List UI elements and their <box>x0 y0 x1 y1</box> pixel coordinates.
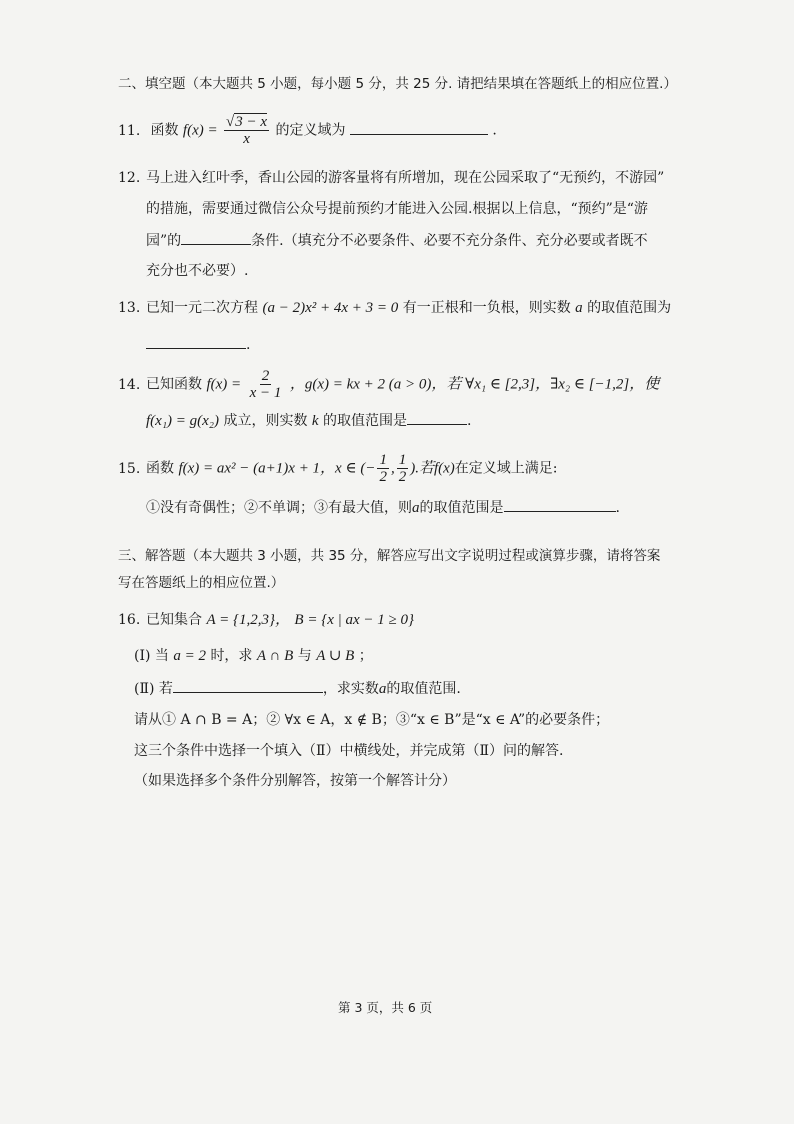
answer-blank[interactable] <box>407 410 467 425</box>
q15-comma: , <box>390 460 395 477</box>
q16-part-1 <box>134 646 373 666</box>
q11-denominator: x <box>243 131 250 147</box>
q12-text: 马上进入红叶季，香山公园的游客量将有所增加，现在公园采取了“无预约，不游园” <box>146 170 665 186</box>
question-number: 15. <box>118 460 141 477</box>
q15-text: 的取值范围是 <box>419 500 504 516</box>
q15-end: . <box>615 500 620 516</box>
q11-function: f(x) = <box>182 122 218 139</box>
question-number: 11. <box>118 122 141 139</box>
q11-suffix: 的定义域为 <box>275 122 346 139</box>
q14-text: 的取值范围是 <box>323 413 408 429</box>
q14-text: 已知函数 <box>146 376 202 393</box>
q13-equation: (a − 2)x² + 4x + 3 = 0 <box>262 300 399 316</box>
q14-end: . <box>467 413 472 429</box>
section-2-heading: 二、填空题（本大题共 5 小题，每小题 5 分，共 25 分. 请把结果填在答题纸上的相应位置.） <box>118 76 677 92</box>
q16-variable: a <box>378 681 387 697</box>
q15-function: f(x) = ax² − (a+1)x + 1，x ∈ (− <box>178 460 376 477</box>
question-12-line-4: 充分也不必要）. <box>146 263 249 279</box>
q14-variable: k <box>311 413 319 429</box>
question-15-line-1 <box>118 452 558 485</box>
question-11 <box>118 114 497 147</box>
section-3-heading: 三、解答题（本大题共 3 小题，共 35 分，解答应写出文字说明过程或演算步骤，请将答案 <box>118 548 661 564</box>
question-12-line-3 <box>146 230 648 251</box>
q14-function: f(x) = <box>206 376 242 393</box>
fraction-numerator: 1 <box>398 452 407 468</box>
q11-prefix: 函数 <box>150 122 179 139</box>
q16-text: 的取值范围. <box>386 681 461 697</box>
q16-text: 时，求 <box>210 648 253 664</box>
section-3-heading-line-2: 写在答题纸上的相应位置.） <box>118 575 285 591</box>
sqrt-sign: √ <box>226 114 235 130</box>
question-16 <box>118 610 414 630</box>
q12-text: 条件.（填充分不必要条件、必要不充分条件、充分必要或者既不 <box>251 233 648 249</box>
q16-text: ，求实数 <box>322 681 379 697</box>
q14-equation: f(x₁) = g(x₂) <box>146 413 220 429</box>
question-number: 13. <box>118 300 141 316</box>
question-13-answer-line <box>146 334 250 355</box>
q15-fx: f(x) <box>433 460 455 477</box>
q16-math: A ∪ B <box>316 648 355 664</box>
fraction-numerator: 1 <box>379 452 387 468</box>
q14-text: 成立，则实数 <box>223 413 308 429</box>
q11-numerator: 3 − x <box>235 114 268 130</box>
answer-blank[interactable] <box>181 230 251 245</box>
q14-fraction <box>248 368 284 401</box>
q15-fraction-left <box>377 452 389 485</box>
answer-blank[interactable] <box>350 120 488 135</box>
fraction-denominator: 2 <box>398 469 407 485</box>
q15-text: 函数 <box>146 460 174 477</box>
q15-text: 在定义域上满足: <box>454 460 558 477</box>
answer-blank[interactable] <box>504 497 616 512</box>
q16-text: 已知集合 <box>146 612 202 628</box>
fraction-denominator: 2 <box>379 469 387 485</box>
question-number: 12. <box>118 170 141 186</box>
q12-text: 园”的 <box>146 233 182 249</box>
q15-fraction-right <box>397 452 409 485</box>
q16-choice-line-3: （如果选择多个条件分别解答，按第一个解答计分） <box>134 773 456 789</box>
q14-denominator: x − 1 <box>249 385 282 401</box>
set-a: A = {1,2,3}， <box>206 612 290 628</box>
q13-text: 有一正根和一负根，则实数 <box>402 300 571 316</box>
part-label: (Ⅱ) 若 <box>134 681 173 697</box>
question-12-line-2: 的措施，需要通过微信公众号提前预约才能进入公园.根据以上信息，“预约”是“游 <box>146 201 648 217</box>
q16-part-2 <box>134 678 461 699</box>
q15-text: ).若 <box>410 460 434 477</box>
q16-choice-line-2: 这三个条件中选择一个填入（Ⅱ）中横线处，并完成第（Ⅱ）问的解答. <box>134 743 564 759</box>
q16-text: ； <box>358 648 373 664</box>
question-13 <box>118 298 671 318</box>
question-number: 16. <box>118 612 141 628</box>
q11-end: . <box>492 122 497 139</box>
q13-text: 已知一元二次方程 <box>146 300 258 316</box>
q13-variable: a <box>575 300 583 316</box>
question-14-line-1 <box>118 368 659 401</box>
q11-fraction <box>224 114 269 147</box>
q13-text: 的取值范围为 <box>587 300 672 316</box>
q14-condition: ，g(x) = kx + 2 (a > 0)，若 ∀x₁ ∈ [2,3]，∃x₂ ∈ [−1,2]，使 <box>289 376 660 393</box>
question-12-line-1 <box>118 168 664 188</box>
question-number: 14. <box>118 376 141 393</box>
q15-variable: a <box>412 500 420 516</box>
set-b: B = {x | ax − 1 ≥ 0} <box>294 612 414 628</box>
q16-text: 与 <box>297 648 312 664</box>
q14-numerator: 2 <box>261 368 270 384</box>
q16-math: a = 2 <box>173 648 206 664</box>
q16-math: A ∩ B <box>256 648 294 664</box>
answer-blank[interactable] <box>146 334 246 349</box>
q13-end: . <box>246 337 251 353</box>
question-14-line-2 <box>146 410 472 431</box>
page-footer: 第 3 页，共 6 页 <box>338 1000 433 1015</box>
question-15-line-2 <box>146 497 620 518</box>
part-label: (Ⅰ) 当 <box>134 648 169 664</box>
answer-blank[interactable] <box>173 678 323 693</box>
q16-choice-line-1: 请从① A ∩ B = A；② ∀x ∈ A，x ∉ B；③“x ∈ B”是“x ∈ A”的必要条件； <box>134 712 610 728</box>
q15-conditions: ①没有奇偶性；②不单调；③有最大值，则 <box>146 500 412 516</box>
